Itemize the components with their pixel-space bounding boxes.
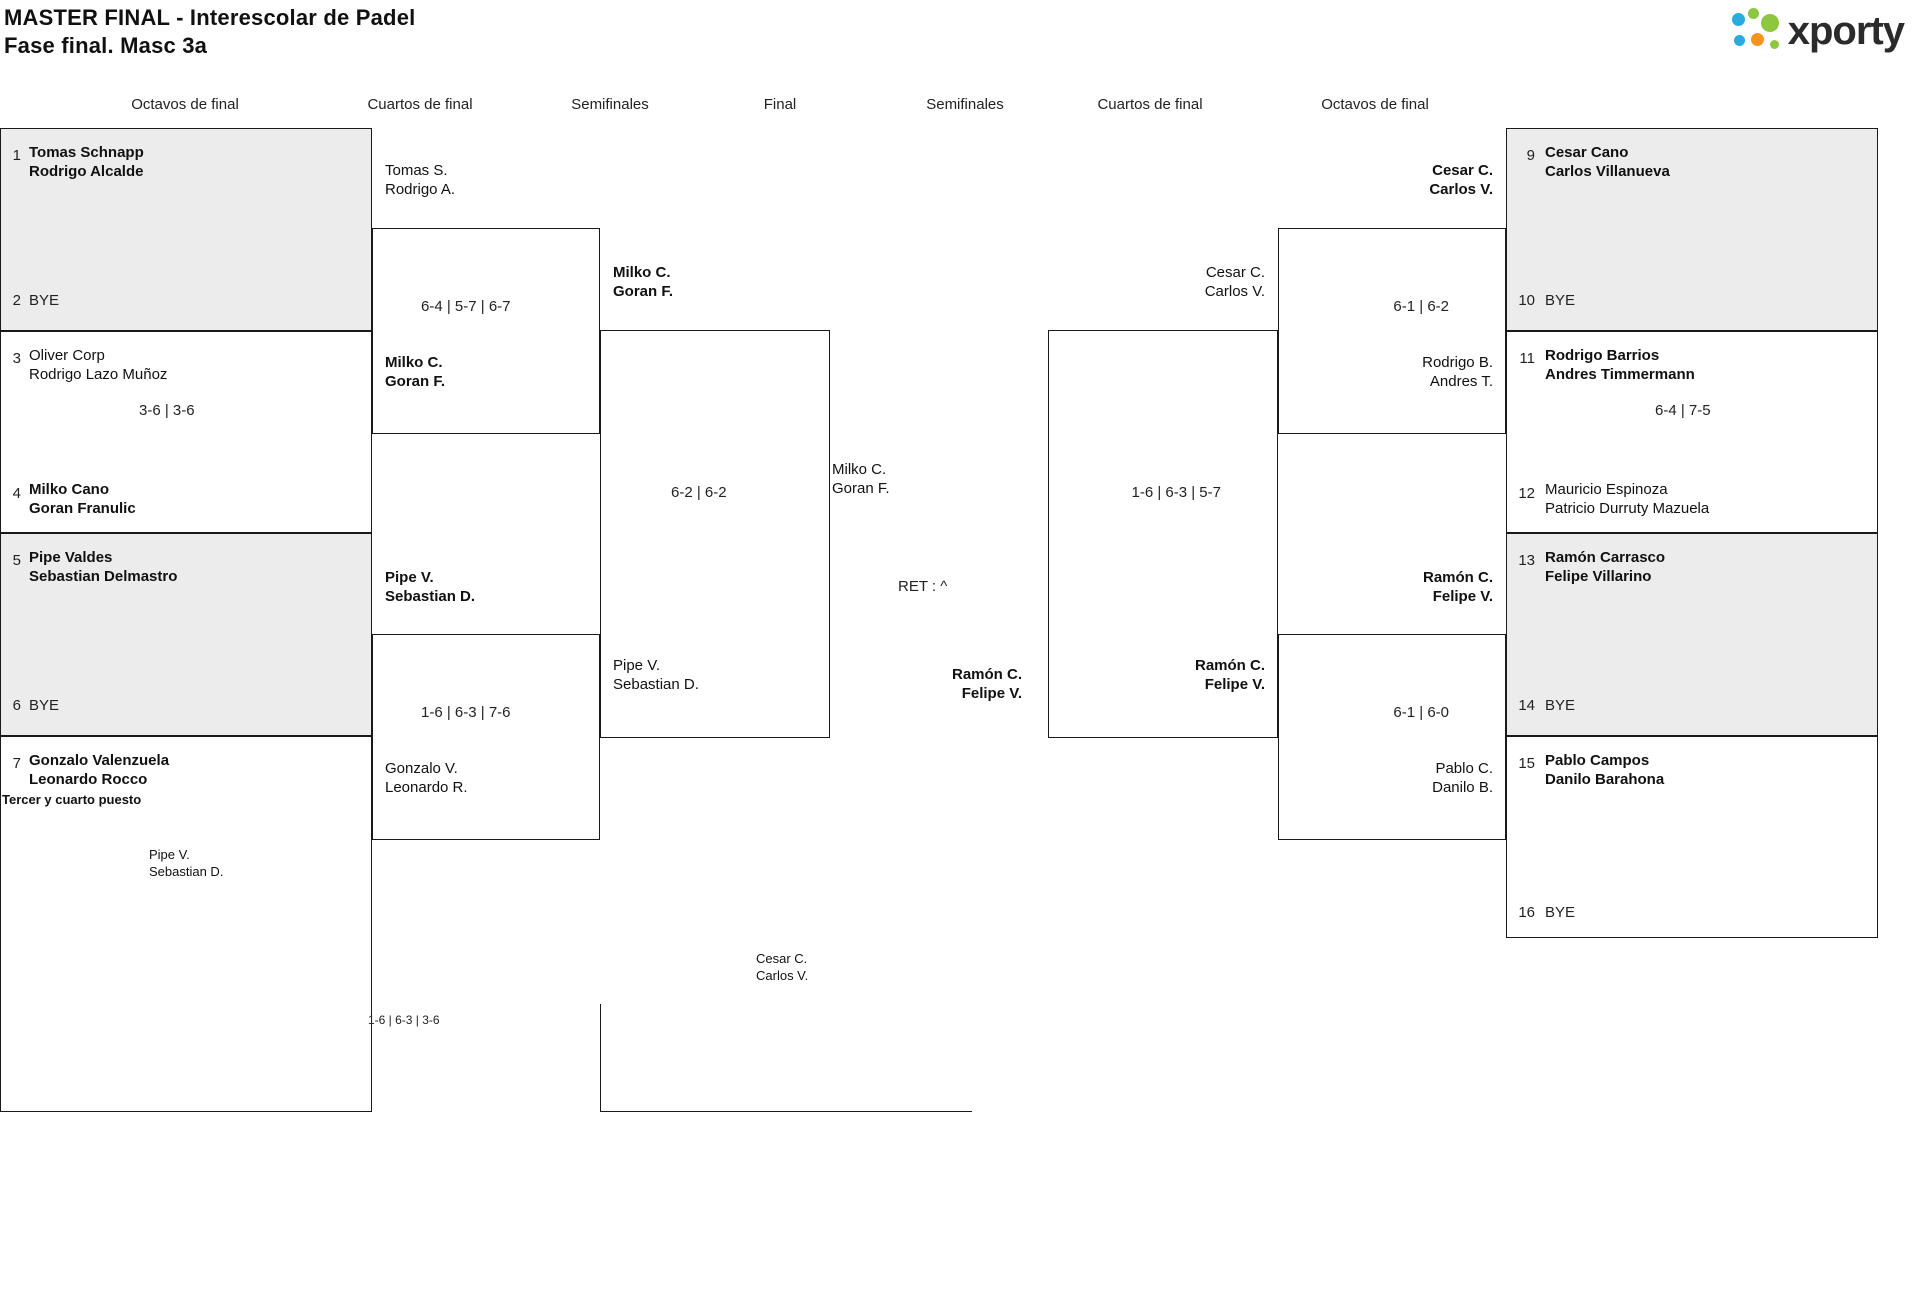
seed-number: 4 (12, 485, 21, 502)
match-box-right-r16-2[interactable] (1506, 331, 1878, 533)
seed-number: 10 (1518, 292, 1535, 309)
team-name: Ramón Carrasco Felipe Villarino (1545, 549, 1666, 585)
third-place-left-box[interactable] (0, 818, 372, 1112)
third-place-score: 1-6 | 6-3 | 3-6 (368, 1013, 440, 1027)
seed-number: 3 (12, 350, 21, 367)
match-box-left-r16-3[interactable] (0, 533, 372, 736)
seed-number: 13 (1518, 552, 1535, 569)
logo-text: xporty (1787, 8, 1904, 53)
seed-number: 11 (1519, 350, 1535, 367)
third-place-connector-left (371, 818, 372, 1112)
seed-number: 1 (12, 147, 21, 164)
seed-number: 14 (1518, 697, 1535, 714)
seed-number: 12 (1518, 485, 1535, 502)
match-box-left-qf-2[interactable] (372, 569, 600, 840)
finalist-left: Milko C. Goran F. (832, 461, 890, 497)
team-name: Gonzalo V. Leonardo R. (385, 760, 468, 796)
round-label-left-r16: Octavos de final (131, 96, 239, 113)
team-name: Cesar C. Carlos V. (1429, 162, 1493, 198)
team-name: Rodrigo B. Andres T. (1422, 354, 1493, 390)
third-place-title: Tercer y cuarto puesto (2, 792, 142, 807)
match-box-left-sf-1[interactable] (600, 264, 830, 738)
round-label-right-sf: Semifinales (926, 96, 1004, 113)
match-score: 6-2 | 6-2 (671, 484, 727, 501)
seed-number: 7 (12, 755, 21, 772)
bye-label: BYE (29, 697, 60, 714)
match-box-right-r16-1[interactable] (1506, 128, 1878, 331)
final-score: RET : ^ (898, 578, 948, 595)
xporty-logo[interactable] (1732, 8, 1904, 54)
team-name: Rodrigo Barrios Andres Timmermann (1545, 347, 1695, 383)
team-name: Cesar Cano Carlos Villanueva (1545, 144, 1670, 180)
bye-label: BYE (29, 292, 60, 309)
match-score: 3-6 | 3-6 (139, 402, 195, 419)
seed-number: 15 (1518, 755, 1535, 772)
match-box-left-qf-1[interactable] (372, 162, 600, 434)
third-place-left-team: Pipe V. Sebastian D. (149, 847, 224, 879)
team-name: Milko Cano Goran Franulic (29, 481, 136, 517)
page-title-line2: Fase final. Masc 3a (4, 33, 208, 58)
match-score: 1-6 | 6-3 | 7-6 (421, 704, 511, 721)
round-label-right-qf: Cuartos de final (1097, 96, 1203, 113)
team-name: Milko C. Goran F. (613, 264, 674, 300)
match-box-right-r16-4[interactable] (1506, 736, 1878, 938)
match-score: 6-1 | 6-0 (1393, 704, 1449, 721)
bye-label: BYE (1545, 697, 1576, 714)
page-title-line1: MASTER FINAL - Interescolar de Padel (4, 5, 416, 30)
match-box-right-qf-2[interactable] (1278, 569, 1506, 840)
team-name: Cesar C. Carlos V. (1204, 264, 1265, 300)
seed-number: 2 (12, 292, 21, 309)
team-name: Pipe V. Sebastian D. (613, 657, 699, 693)
team-name: Milko C. Goran F. (385, 354, 446, 390)
team-name: Ramón C. Felipe V. (1422, 569, 1493, 605)
team-name: Tomas Schnapp Rodrigo Alcalde (29, 144, 144, 180)
match-box-left-r16-1[interactable] (0, 128, 372, 331)
seed-number: 16 (1518, 904, 1535, 921)
seed-number: 5 (12, 552, 21, 569)
match-box-left-r16-2[interactable] (0, 331, 372, 533)
logo-dots-icon (1732, 8, 1780, 54)
third-place-right-team: Cesar C. Carlos V. (756, 951, 809, 983)
team-name: Tomas S. Rodrigo A. (385, 162, 456, 198)
match-box-right-qf-1[interactable] (1278, 162, 1506, 434)
match-box-right-sf-1[interactable] (1048, 264, 1278, 738)
bye-label: BYE (1545, 904, 1576, 921)
match-score: 1-6 | 6-3 | 5-7 (1131, 484, 1221, 501)
round-label-final: Final (763, 96, 797, 113)
third-place-right-box[interactable] (600, 951, 972, 1112)
team-name: Pablo Campos Danilo Barahona (1545, 752, 1665, 788)
match-score: 6-4 | 7-5 (1655, 402, 1711, 419)
team-name: Gonzalo Valenzuela Leonardo Rocco (29, 752, 170, 788)
team-name: Oliver Corp Rodrigo Lazo Muñoz (29, 347, 168, 383)
finalist-right: Ramón C. Felipe V. (952, 666, 1023, 702)
match-score: 6-1 | 6-2 (1393, 298, 1449, 315)
round-label-left-qf: Cuartos de final (367, 96, 473, 113)
match-score: 6-4 | 5-7 | 6-7 (421, 298, 511, 315)
round-label-left-sf: Semifinales (571, 96, 649, 113)
team-name: Pablo C. Danilo B. (1432, 760, 1493, 796)
page-title (4, 4, 415, 60)
seed-number: 6 (12, 697, 21, 714)
seed-number: 9 (1526, 147, 1535, 164)
team-name: Pipe Valdes Sebastian Delmastro (29, 549, 178, 585)
round-label-right-r16: Octavos de final (1321, 96, 1429, 113)
bye-label: BYE (1545, 292, 1576, 309)
team-name: Mauricio Espinoza Patricio Durruty Mazuela (1545, 481, 1710, 517)
team-name: Pipe V. Sebastian D. (385, 569, 476, 605)
match-box-right-r16-3[interactable] (1506, 533, 1878, 736)
team-name: Ramón C. Felipe V. (1194, 657, 1265, 693)
